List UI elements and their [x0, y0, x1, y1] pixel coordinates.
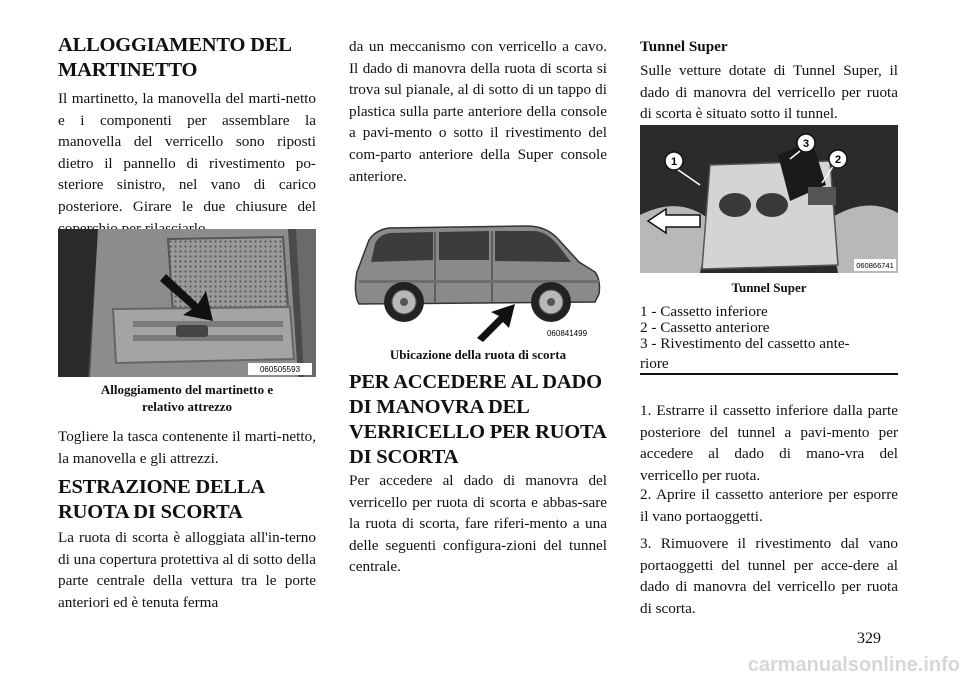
- step-3: 3. Rimuovere il rivestimento dal vano portaoggetti del tunnel per acce-dere al dado di manovra del verricello per ruota di scorta.: [640, 535, 898, 617]
- caption-spare: Ubicazione della ruota di scorta: [389, 347, 567, 362]
- jack-storage-illustration: [58, 229, 316, 377]
- caption-tunnel: Tunnel Super: [731, 280, 807, 295]
- minivan-illustration: [349, 214, 607, 342]
- figure-legend: [640, 304, 898, 372]
- figure-code: 060866741: [856, 261, 894, 270]
- paragraph: Sulle vetture dotate di Tunnel Super, il dado di manovra del verricello per ruota di scorta è situato sotto il tunnel.: [640, 62, 898, 123]
- figure-jack-storage: [58, 229, 316, 377]
- figure-code: 060841499: [546, 329, 588, 338]
- figure-spare-tire-location: [349, 214, 607, 342]
- page-number: 329: [857, 630, 881, 647]
- heading-accedere: [349, 370, 607, 470]
- heading-line: ESTRAZIONE DELLA: [58, 476, 265, 498]
- heading-line: DI MANOVRA DEL: [349, 396, 530, 418]
- caption-line: Alloggiamento del martinetto e: [100, 382, 274, 397]
- subheading-tunnel-super: Tunnel Super: [640, 38, 728, 55]
- legend-item: riore: [640, 355, 669, 372]
- paragraph: Il martinetto, la manovella del marti-netto e i componenti per assemblare la manovella del verricello sono riposti dietro il pannello di rivestimento po-steriore sinistro, nel vano di carico posteriore. Girare le due chiusure del: [58, 90, 316, 215]
- caption-line: relativo attrezzo: [141, 399, 233, 414]
- figure-tunnel-super: [640, 125, 898, 273]
- heading-line: RUOTA DI SCORTA: [58, 501, 243, 523]
- figure-code: 060505593: [259, 365, 301, 374]
- paragraph: Per accedere al dado di manovra del verricello per ruota di scorta e abbas-sare la ruota di scorta, fare riferi-mento a una delle seguenti configura-zioni del tunnel centrale.: [349, 472, 607, 576]
- callout-3: 3: [802, 138, 810, 150]
- divider: [640, 373, 898, 375]
- heading-line: ALLOGGIAMENTO DEL: [58, 34, 292, 56]
- heading-line: DI SCORTA: [349, 446, 459, 468]
- step-1: 1. Estrarre il cassetto inferiore dalla parte posteriore del tunnel a pavi-mento per accedere al dado di mano-vra del verricello per ruota.: [640, 402, 898, 484]
- heading-line: MARTINETTO: [58, 59, 198, 81]
- console-illustration: [640, 125, 898, 273]
- callout-1: 1: [670, 156, 678, 168]
- legend-item: 2 - Cassetto anteriore: [640, 319, 770, 336]
- heading-alloggiamento: [58, 33, 316, 83]
- heading-line: VERRICELLO PER RUOTA: [349, 421, 607, 443]
- heading-line: PER ACCEDERE AL DADO: [349, 371, 602, 393]
- watermark: carmanualsonline.info: [747, 654, 960, 676]
- heading-estrazione: [58, 475, 316, 525]
- paragraph: da un meccanismo con verricello a cavo. Il dado di manovra della ruota di scorta si trova sul pianale, al di sotto di un tappo di plastica sulla parte anteriore della console a pavi-mento o sotto il rivestimento del com-parto anteriore della Super console anteriore.: [349, 38, 607, 185]
- paragraph: Togliere la tasca contenente il marti-netto, la manovella e gli attrezzi.: [58, 428, 316, 467]
- paragraph: La ruota di scorta è alloggiata all'in-terno di una copertura protettiva al di sotto della parte centrale della vettura tra le porte anteriori ed è tenuta ferma: [58, 529, 316, 611]
- caption-jack: [58, 381, 316, 415]
- legend-item: 1 - Cassetto inferiore: [640, 303, 768, 320]
- step-2: 2. Aprire il cassetto anteriore per esporre il vano portaoggetti.: [640, 486, 898, 525]
- callout-2: 2: [834, 154, 842, 166]
- legend-item: 3 - Rivestimento del cassetto ante-: [640, 335, 850, 352]
